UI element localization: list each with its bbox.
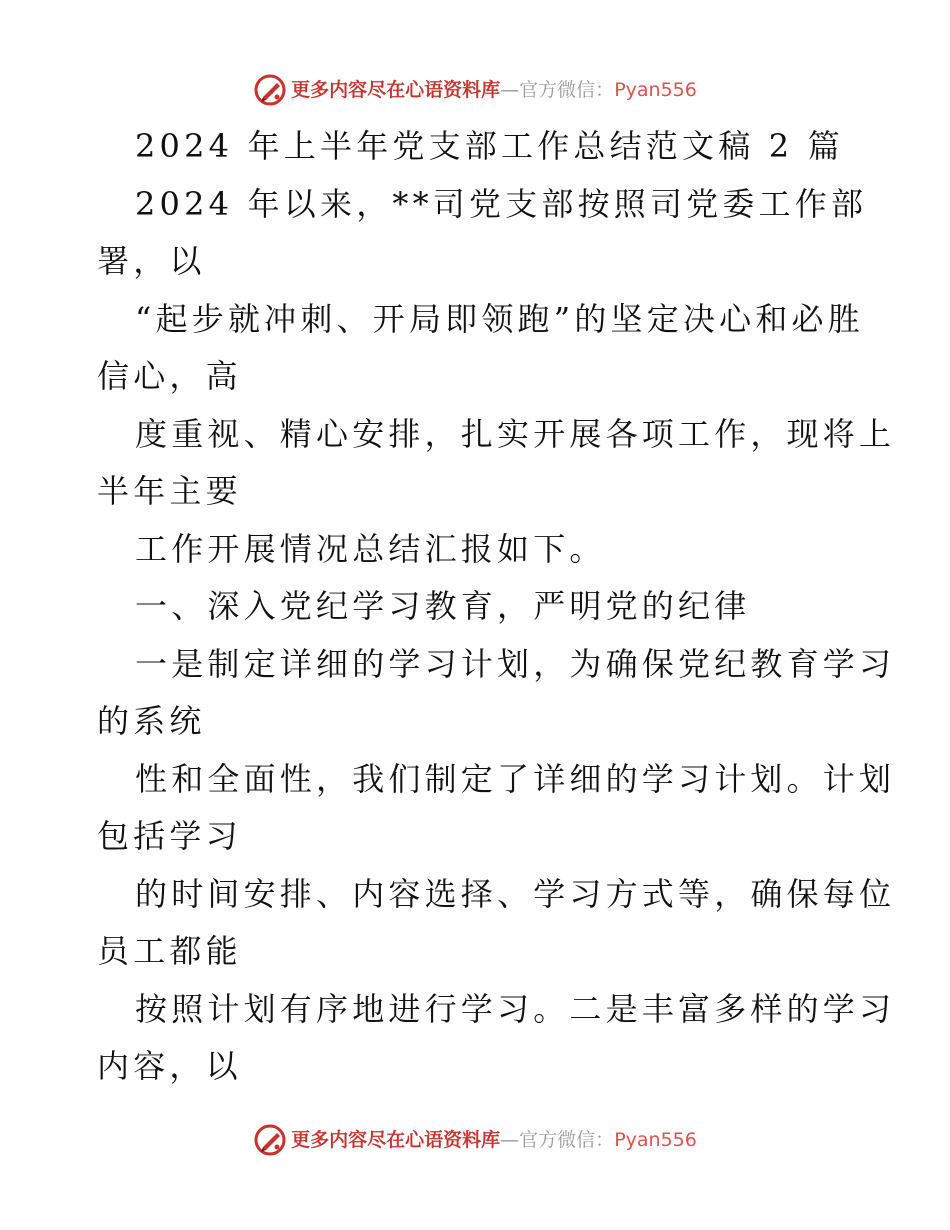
document-line: 信心，高 [97, 357, 242, 395]
document-line: 按照计划有序地进行学习。二是丰富多样的学习 [135, 990, 896, 1028]
watermark-text: 更多内容尽在心语资料库 [291, 79, 501, 101]
document-line: 2024 年以来，**司党支部按照司党委工作部 [135, 185, 868, 223]
document-line: 员工都能 [97, 932, 242, 970]
watermark-wechat-id: Pyan556 [614, 1129, 697, 1151]
document-line: 度重视、精心安排，扎实开展各项工作，现将上 [135, 415, 896, 453]
watermark-wechat-id: Pyan556 [614, 79, 697, 101]
document-line: 半年主要 [97, 472, 242, 510]
pen-logo-icon [253, 1123, 287, 1157]
document-line: “起步就冲刺、开局即领跑”的坚定决心和必胜 [135, 300, 864, 338]
watermark-wechat-label: 官方微信： [519, 1129, 615, 1151]
watermark-dash: — [500, 79, 520, 101]
document-line: 包括学习 [97, 817, 242, 855]
document-line: 署，以 [97, 242, 206, 280]
document-line: 工作开展情况总结汇报如下。 [135, 530, 606, 568]
footer-watermark [0, 1122, 950, 1158]
watermark-wechat-label: 官方微信： [519, 79, 615, 101]
document-line: 的系统 [97, 702, 206, 740]
document-line: 一是制定详细的学习计划，为确保党纪教育学习 [135, 645, 896, 683]
document-line: 的时间安排、内容选择、学习方式等，确保每位 [135, 875, 896, 913]
document-line: 一、深入党纪学习教育，严明党的纪律 [135, 587, 751, 625]
watermark-text: 更多内容尽在心语资料库 [291, 1129, 501, 1151]
document-line: 性和全面性，我们制定了详细的学习计划。计划 [135, 760, 896, 798]
document-title: 2024 年上半年党支部工作总结范文稿 2 篇 [135, 127, 844, 165]
document-line: 内容，以 [97, 1047, 242, 1085]
watermark-dash: — [500, 1129, 520, 1151]
